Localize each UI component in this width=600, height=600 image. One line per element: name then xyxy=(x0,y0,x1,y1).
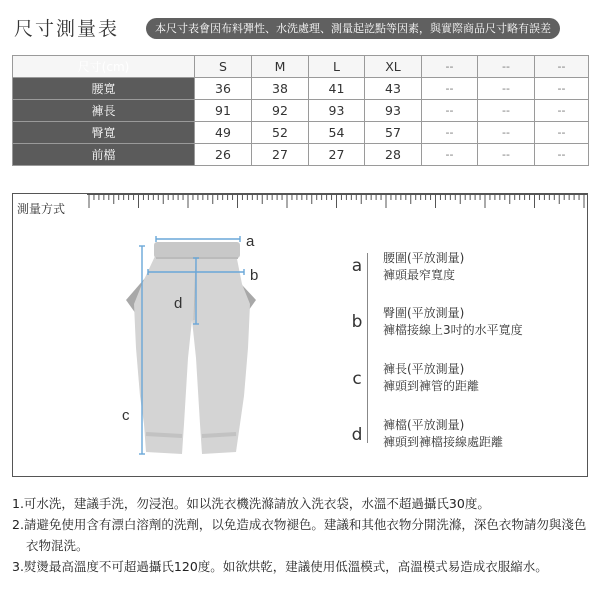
legend-desc: 褲頭到褲檔接線處距離 xyxy=(383,435,504,449)
table-cell: 91 xyxy=(195,100,252,122)
pants-diagram xyxy=(112,228,282,468)
care-item: 2.請避免使用含有漂白溶劑的洗劑，以免造成衣物褪色。建議和其他衣物分開洗滌，深色衣物請勿與淺色衣物混洗。 xyxy=(12,517,587,553)
legend-item-a xyxy=(383,250,464,284)
table-cell: -- xyxy=(478,122,535,144)
legend-item-c xyxy=(383,361,479,395)
table-row xyxy=(13,122,589,144)
table-cell: 36 xyxy=(195,78,252,100)
legend-item-d xyxy=(383,417,503,451)
table-row xyxy=(13,100,589,122)
table-header-cell: -- xyxy=(478,56,535,78)
legend-divider xyxy=(367,253,368,443)
diagram-letter-d: d xyxy=(174,295,183,312)
legend-item-b xyxy=(383,305,523,339)
table-cell: -- xyxy=(422,100,478,122)
table-cell: -- xyxy=(535,144,589,166)
table-cell: 92 xyxy=(252,100,309,122)
legend-letter-c: c xyxy=(352,369,362,389)
table-cell: 28 xyxy=(365,144,422,166)
table-header-cell: M xyxy=(252,56,309,78)
legend-letter-a: a xyxy=(351,256,363,276)
pants-body-shape xyxy=(134,254,250,454)
table-cell: 93 xyxy=(309,100,365,122)
diagram-letter-b: b xyxy=(250,267,259,284)
legend-title: 褲檔(平放測量) xyxy=(383,418,465,432)
legend-title: 褲長(平放測量) xyxy=(383,362,465,376)
table-cell: 93 xyxy=(365,100,422,122)
table-cell: -- xyxy=(535,122,589,144)
table-cell: 27 xyxy=(252,144,309,166)
legend-letter-b: b xyxy=(351,312,363,332)
table-cell: 41 xyxy=(309,78,365,100)
disclaimer-badge: 本尺寸表會因布料彈性、水洗處理、測量起訖點等因素，與實際商品尺寸略有誤差 xyxy=(146,18,560,39)
table-cell: -- xyxy=(422,144,478,166)
waistband-shape xyxy=(154,242,240,258)
ruler-graphic xyxy=(87,194,587,214)
table-header-cell: -- xyxy=(422,56,478,78)
table-cell: 52 xyxy=(252,122,309,144)
table-header-cell: -- xyxy=(535,56,589,78)
table-cell: 27 xyxy=(309,144,365,166)
table-header-cell: S xyxy=(195,56,252,78)
legend-desc: 褲頭最窄寬度 xyxy=(383,268,456,282)
page-title: 尺寸測量表 xyxy=(14,18,120,40)
care-item: 3.熨燙最高溫度不可超過攝氏120度。如欲烘乾，建議使用低溫模式，高溫模式易造成衣服縮水。 xyxy=(12,559,548,574)
legend-title: 臀圍(平放測量) xyxy=(383,306,465,320)
table-cell: 54 xyxy=(309,122,365,144)
row-label: 褲長 xyxy=(13,100,195,122)
row-label: 前檔 xyxy=(13,144,195,166)
size-table xyxy=(12,55,589,166)
legend-desc: 褲檔接線上3吋的水平寬度 xyxy=(383,323,523,337)
care-instructions xyxy=(12,493,592,577)
table-header-cell: L xyxy=(309,56,365,78)
panel-label: 測量方式 xyxy=(17,202,66,216)
table-cell: 26 xyxy=(195,144,252,166)
legend-title: 腰圍(平放測量) xyxy=(383,251,465,265)
table-cell: 38 xyxy=(252,78,309,100)
table-cell: 49 xyxy=(195,122,252,144)
legend-letter-d: d xyxy=(351,425,363,445)
care-item: 1.可水洗，建議手洗，勿浸泡。如以洗衣機洗滌請放入洗衣袋，水溫不超過攝氏30度。 xyxy=(12,496,490,511)
row-label: 臀寬 xyxy=(13,122,195,144)
row-label: 腰寬 xyxy=(13,78,195,100)
table-cell: -- xyxy=(422,122,478,144)
diagram-letter-a: a xyxy=(246,233,255,250)
table-row xyxy=(13,144,589,166)
table-cell: -- xyxy=(535,78,589,100)
table-cell: -- xyxy=(478,78,535,100)
header xyxy=(14,10,588,44)
table-cell: -- xyxy=(535,100,589,122)
table-row xyxy=(13,78,589,100)
table-cell: -- xyxy=(478,144,535,166)
table-header-row xyxy=(13,56,589,78)
table-header-cell: 尺寸(cm) xyxy=(13,56,195,78)
table-cell: -- xyxy=(478,100,535,122)
table-header-cell: XL xyxy=(365,56,422,78)
legend-desc: 褲頭到褲管的距離 xyxy=(383,379,480,393)
diagram-letter-c: c xyxy=(122,407,130,424)
table-cell: 43 xyxy=(365,78,422,100)
table-cell: 57 xyxy=(365,122,422,144)
table-cell: -- xyxy=(422,78,478,100)
